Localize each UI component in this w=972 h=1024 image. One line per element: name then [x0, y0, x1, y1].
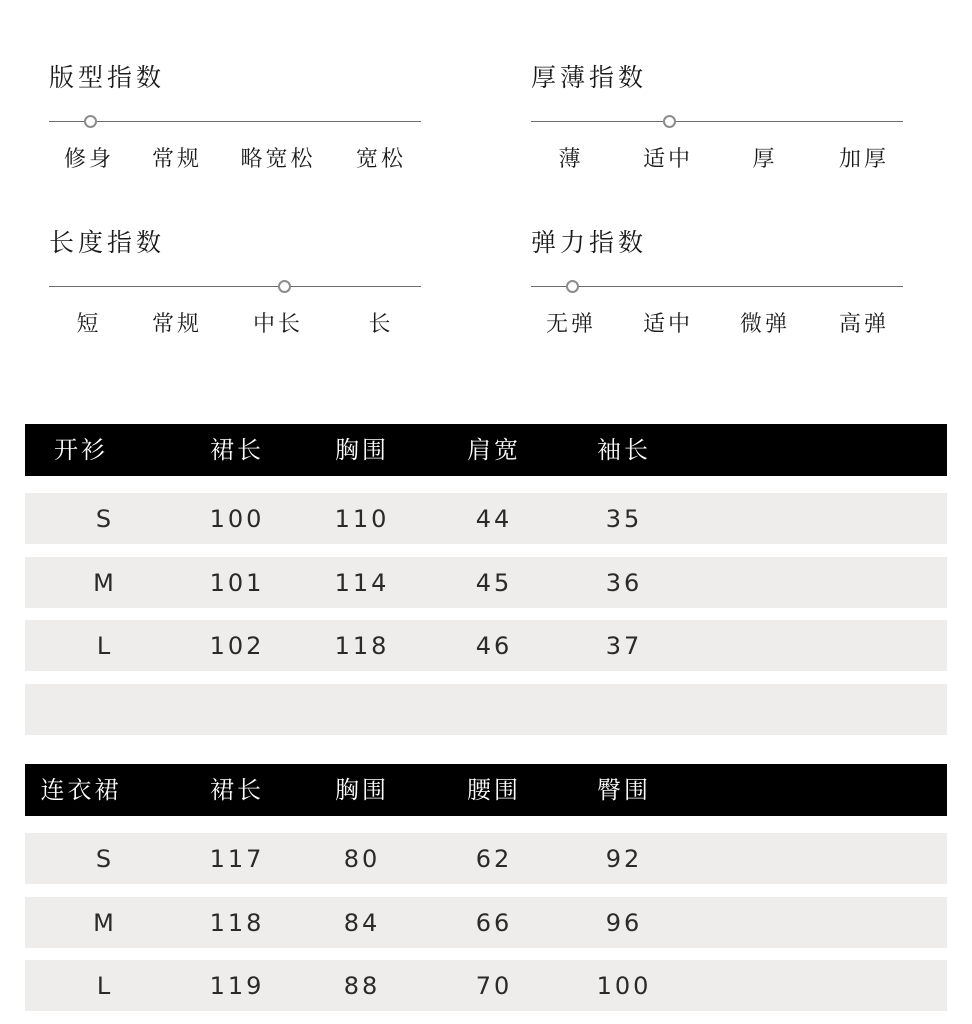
elasticity-index-option: 适中 — [642, 312, 694, 337]
table-cell: 70 — [475, 972, 513, 1000]
column-header: 臀围 — [597, 776, 651, 804]
column-header: 肩宽 — [467, 436, 521, 464]
length-index-track — [49, 286, 421, 287]
thickness-index-marker — [663, 115, 676, 128]
table-row — [25, 557, 947, 608]
table-cell: 66 — [475, 908, 513, 937]
cardigan-table-header — [25, 424, 947, 476]
table-cell: 117 — [209, 845, 265, 873]
thickness-index-option: 厚 — [752, 147, 778, 172]
column-header: 腰围 — [467, 776, 521, 804]
fit-index-option: 常规 — [151, 147, 203, 172]
size-label: L — [96, 972, 114, 1000]
size-label: S — [95, 845, 115, 873]
table-cell: 110 — [334, 505, 390, 533]
table-cell: 92 — [605, 845, 643, 873]
fit-index-option: 略宽松 — [240, 147, 316, 172]
length-index-title: 长度指数 — [49, 228, 166, 257]
size-label: L — [96, 632, 114, 660]
table-cell: 114 — [334, 568, 390, 597]
table-row — [25, 833, 947, 884]
table-cell: 101 — [209, 568, 265, 597]
table-row — [25, 897, 947, 948]
elasticity-index-option: 无弹 — [545, 312, 597, 337]
table-row — [25, 620, 947, 671]
length-index-option: 常规 — [151, 312, 203, 337]
dress-table-header — [25, 764, 947, 816]
column-header: 袖长 — [597, 436, 651, 464]
table-cell: 80 — [343, 845, 381, 873]
thickness-index-track — [531, 121, 903, 122]
table-cell: 100 — [596, 972, 652, 1000]
table-cell: 84 — [343, 908, 381, 937]
size-label: S — [95, 505, 115, 533]
fit-index-title: 版型指数 — [49, 63, 166, 92]
table-cell: 45 — [475, 568, 513, 597]
elasticity-index-option: 高弹 — [838, 312, 890, 337]
thickness-index-option: 薄 — [558, 147, 584, 172]
column-header: 胸围 — [335, 436, 389, 464]
table-cell: 118 — [209, 908, 265, 937]
table-cell: 36 — [605, 568, 643, 597]
table-cell: 100 — [209, 505, 265, 533]
column-header: 连衣裙 — [40, 776, 122, 804]
table-cell: 35 — [605, 505, 643, 533]
length-index-marker — [278, 280, 291, 293]
fit-index-marker — [84, 115, 97, 128]
table-cell: 44 — [475, 505, 513, 533]
table-cell: 96 — [605, 908, 643, 937]
column-header: 裙长 — [210, 776, 264, 804]
column-header: 开衫 — [54, 436, 108, 464]
column-header: 胸围 — [335, 776, 389, 804]
table-cell: 102 — [209, 632, 265, 660]
size-label: M — [93, 908, 117, 937]
table-cell: 37 — [605, 632, 643, 660]
table-row — [25, 960, 947, 1011]
table-cell: 118 — [334, 632, 390, 660]
empty-table-row — [25, 684, 947, 735]
table-cell: 119 — [209, 972, 265, 1000]
size-label: M — [93, 568, 117, 597]
elasticity-index-track — [531, 286, 903, 287]
length-index-option: 中长 — [252, 312, 304, 337]
thickness-index-option: 适中 — [642, 147, 694, 172]
thickness-index-option: 加厚 — [838, 147, 890, 172]
table-cell: 88 — [343, 972, 381, 1000]
column-header: 裙长 — [210, 436, 264, 464]
elasticity-index-marker — [566, 280, 579, 293]
length-index-option: 长 — [368, 312, 394, 337]
elasticity-index-title: 弹力指数 — [531, 228, 648, 257]
length-index-option: 短 — [76, 312, 102, 337]
fit-index-track — [49, 121, 421, 122]
table-cell: 62 — [475, 845, 513, 873]
thickness-index-title: 厚薄指数 — [531, 63, 648, 92]
table-row — [25, 493, 947, 544]
fit-index-option: 宽松 — [355, 147, 407, 172]
fit-index-option: 修身 — [63, 147, 115, 172]
table-cell: 46 — [475, 632, 513, 660]
elasticity-index-option: 微弹 — [739, 312, 791, 337]
